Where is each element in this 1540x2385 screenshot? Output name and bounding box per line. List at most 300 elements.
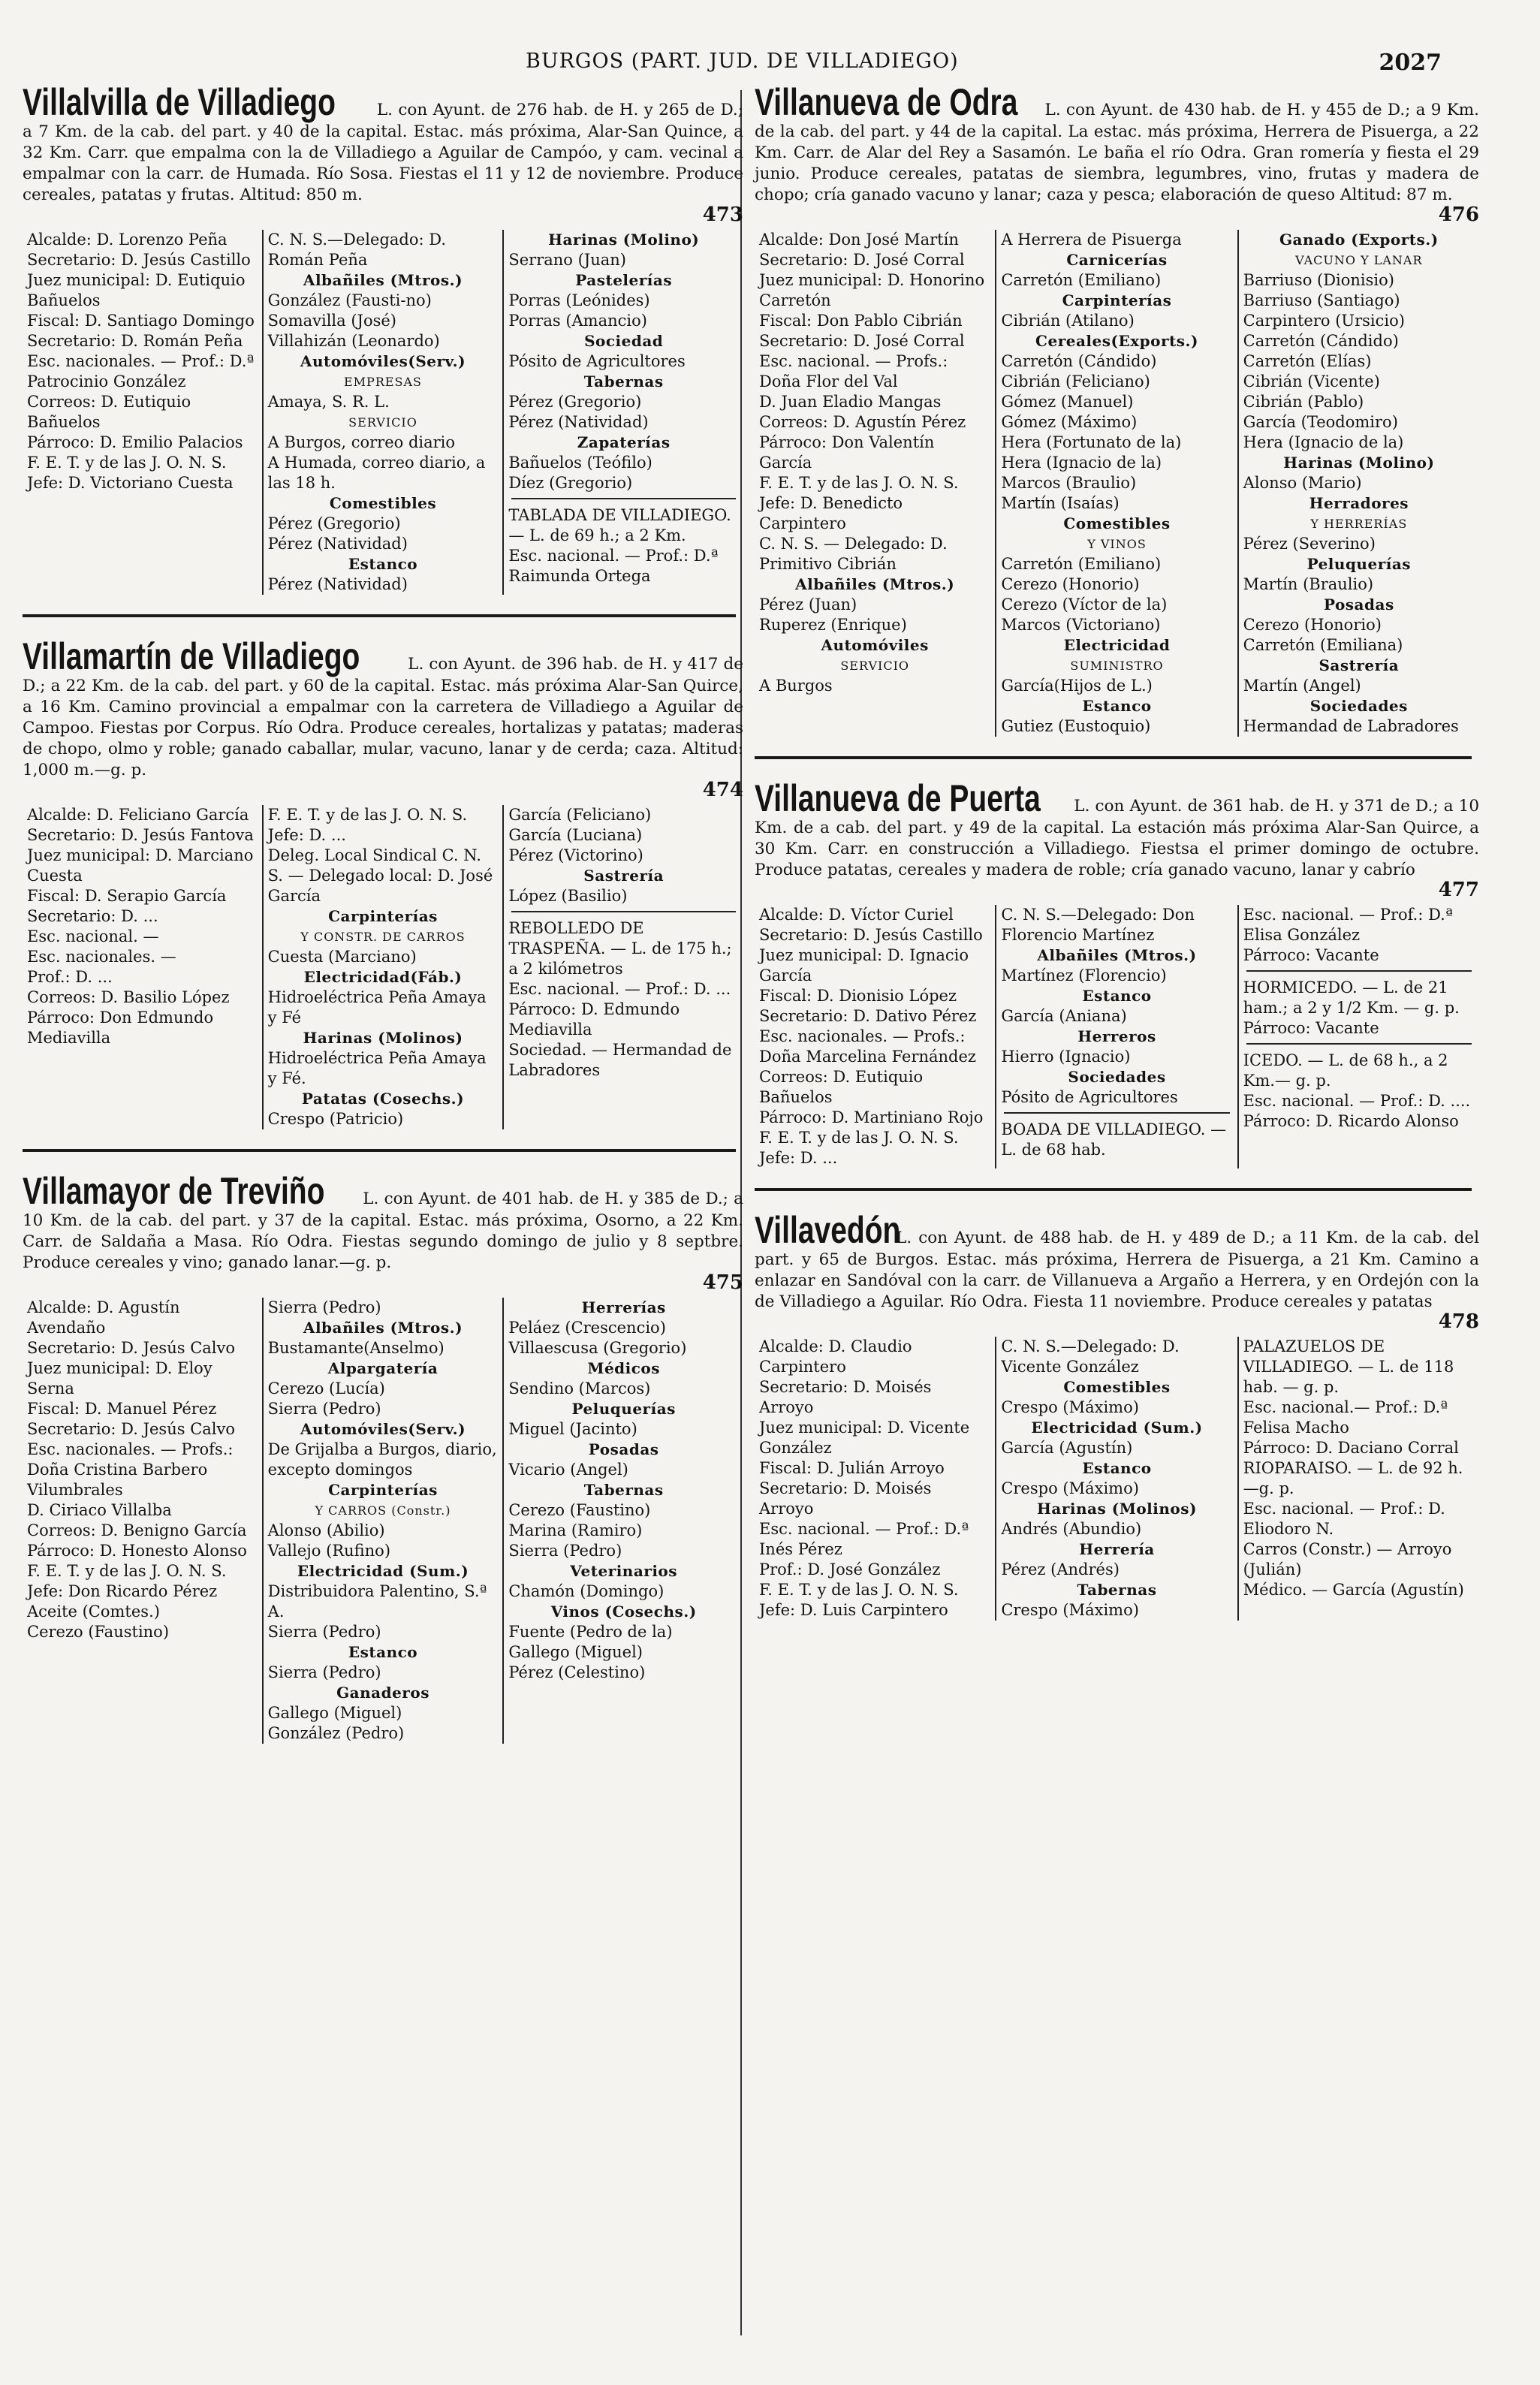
town-description xyxy=(23,1171,743,1274)
town-details: L. con Ayunt. de 276 hab. de H. y 265 de D.; a 7 Km. de la cab. del part. y 40 de la capital. Estac. más próxima, Alar-San Quince, a 32 Km. Carr. que empalma con la de Villadiego a Aguilar de Campóo, y cam. vecinal a empalmar con la carr. de Humada. Río Sosa. Fiestas el 11 y 12 de noviembre. Produce cereales, patatas y frutas. Altitud: 850 m. xyxy=(23,101,743,204)
listing-grid xyxy=(23,230,743,595)
town-name: Villamartín de Villadiego xyxy=(23,635,360,677)
listing-item: Gómez (Manuel) xyxy=(1001,393,1134,411)
listing-item: TABLADA DE VILLADIEGO. — L. de 69 h.; a 2 Km. xyxy=(508,506,731,544)
listing-item: Somavilla (José) xyxy=(267,312,396,330)
listing-grid xyxy=(23,1298,743,1744)
listing-item: Pérez (Gregorio) xyxy=(267,514,401,532)
listing-item: Carretón (Emiliana) xyxy=(1243,636,1403,654)
listing-item: F. E. T. y de las J. O. N. S. xyxy=(27,454,227,472)
category-heading: Comestibles xyxy=(1063,514,1171,532)
category-heading: Posadas xyxy=(1323,595,1394,614)
listing-item: Párroco: Vacante xyxy=(1243,946,1379,964)
category-heading: Herradores xyxy=(1309,494,1409,512)
entry-separator xyxy=(755,1188,1472,1191)
listing-item: Porras (Leónides) xyxy=(508,291,650,309)
category-heading: Carpinterías xyxy=(328,1481,438,1499)
subcategory-label: Y VINOS xyxy=(1087,537,1147,551)
listing-item: Fiscal: D. Julián Arroyo xyxy=(759,1459,945,1477)
listing-item: Alonso (Mario) xyxy=(1243,474,1362,492)
listing-item: Bañuelos (Teófilo) xyxy=(508,454,652,472)
section-rule xyxy=(1246,1043,1472,1045)
entry-number: 473 xyxy=(702,204,743,226)
listing-item: Ruperez (Enrique) xyxy=(759,616,907,634)
category-heading: Harinas (Molinos) xyxy=(1037,1500,1197,1518)
listing-item: Fiscal: D. Dionisio López xyxy=(759,987,957,1005)
category-heading: Albañiles (Mtros.) xyxy=(1037,946,1197,964)
subcategory-label: SUMINISTRO xyxy=(1070,659,1164,673)
subcategory-label: Y HERRERÍAS xyxy=(1310,517,1408,531)
listing-item: D. Juan Eladio Mangas xyxy=(759,393,942,411)
listing-item: Secretario: D. Jesús Castillo xyxy=(27,251,251,269)
category-heading: Patatas (Cosechs.) xyxy=(301,1090,465,1108)
listing-item: De Grijalba a Burgos, diario, excepto domingos xyxy=(267,1440,497,1479)
listing-item: F. E. T. y de las J. O. N. S. xyxy=(267,806,468,824)
listing-item: Gallego (Miguel) xyxy=(508,1643,643,1661)
subcategory-label: Y CARROS (Constr.) xyxy=(315,1503,451,1518)
listing-item: Correos: D. Basilio López xyxy=(27,988,230,1006)
listing-item: Párroco: D. Martiniano Rojo xyxy=(759,1108,984,1126)
entry-separator xyxy=(23,1149,736,1152)
listing-item: Esc. nacionales. — Prof.: D.ª Patrocinio González xyxy=(27,352,255,390)
subcategory-label: SERVICIO xyxy=(348,415,417,430)
entry-number: 477 xyxy=(1438,879,1479,901)
category-heading: Harinas (Molino) xyxy=(548,231,700,249)
listing-item: García (Agustín) xyxy=(1001,1439,1133,1457)
subcategory-label: SERVICIO xyxy=(840,659,909,673)
listing-item: Jefe: D. ... xyxy=(267,826,346,844)
listing-item: Secretario: D. Jesús Calvo xyxy=(27,1339,235,1357)
listing-item: C. N. S.—Delegado: D. Vicente González xyxy=(1001,1337,1180,1376)
listing-item: Secretario: D. Moisés Arroyo xyxy=(759,1378,932,1416)
listing-item: F. E. T. y de las J. O. N. S. xyxy=(27,1562,227,1580)
listing-grid xyxy=(755,230,1479,737)
listing-item: Deleg. Local Sindical C. N. S. — Delegado local: D. José García xyxy=(267,846,493,905)
listing-column xyxy=(23,230,262,595)
listing-item: Esc. nacionales. — Profs.: Doña Cristina Barbero xyxy=(27,1440,234,1479)
listing-item: Prof.: D. ... xyxy=(27,968,113,986)
category-heading: Electricidad(Fáb.) xyxy=(303,968,463,986)
town-description xyxy=(755,83,1479,206)
listing-item: Esc. nacional. — Profs.: Doña Flor del Val xyxy=(759,352,948,390)
listing-item: Pérez (Gregorio) xyxy=(508,393,642,411)
listing-item: Martín (Braulio) xyxy=(1243,575,1374,593)
listing-item: Martín (Isaías) xyxy=(1001,494,1120,512)
listing-item: Pérez (Andrés) xyxy=(1001,1560,1120,1578)
category-heading: Comestibles xyxy=(1063,1378,1171,1396)
listing-item: Cerezo (Honorio) xyxy=(1243,616,1382,634)
listing-item: Cerezo (Lucía) xyxy=(267,1379,385,1398)
category-heading: Sociedades xyxy=(1068,1068,1166,1086)
category-heading: Automóviles(Serv.) xyxy=(300,352,466,370)
listing-item: Secretario: D. ... xyxy=(27,907,158,925)
town-description xyxy=(755,779,1479,881)
category-heading: Estanco xyxy=(1082,1459,1152,1477)
listing-item: Barriuso (Dionisio) xyxy=(1243,271,1394,289)
listing-item: Secretario: D. Moisés Arroyo xyxy=(759,1479,932,1518)
category-heading: Carnicerías xyxy=(1066,251,1168,269)
category-heading: Harinas (Molino) xyxy=(1283,454,1435,472)
listing-item: Serrano (Juan) xyxy=(508,251,626,269)
listing-item: C. N. S. — Delegado: D. Primitivo Cibrián xyxy=(759,535,948,573)
listing-item: Andrés (Abundio) xyxy=(1001,1520,1142,1538)
listing-column xyxy=(262,1298,503,1744)
listing-item: ICEDO. — L. de 68 h., a 2 Km.— g. p. xyxy=(1243,1051,1448,1090)
listing-item: Pérez (Juan) xyxy=(759,595,857,614)
town-details: L. con Ayunt. de 401 hab. de H. y 385 de D.; a 10 Km. de la cab. del part. y 37 de la capital. Estac. más próxima, Osorno, a 22 Km. Carr. de Saldaña a Masa. Río Odra. Fiestas segundo domingo de julio y 8 septbre. Produce cereales y vino; ganado lanar.—g. p. xyxy=(23,1189,743,1272)
category-heading: Electricidad (Sum.) xyxy=(1031,1419,1203,1437)
category-heading: Electricidad (Sum.) xyxy=(297,1562,469,1580)
listing-column xyxy=(995,905,1237,1168)
town-description xyxy=(755,1211,1479,1313)
listing-item: García (Luciana) xyxy=(508,826,643,844)
listing-item: A Herrera de Pisuerga xyxy=(1001,231,1182,249)
listing-item: Secretario: D. Jesús Castillo xyxy=(759,926,983,944)
category-heading: Ganado (Exports.) xyxy=(1279,231,1439,249)
town-name: Villavedón xyxy=(755,1209,901,1251)
listing-item: A Burgos, correo diario xyxy=(267,433,456,451)
category-heading: Sastrería xyxy=(1318,656,1400,674)
listing-item: García (Teodomiro) xyxy=(1243,413,1398,431)
listing-item: Crespo (Patricio) xyxy=(267,1110,404,1128)
listing-item: Jefe: Don Ricardo Pérez xyxy=(27,1582,218,1600)
listing-item: Sendino (Marcos) xyxy=(508,1379,651,1398)
entry-number: 474 xyxy=(702,779,743,801)
listing-item: Esc. nacional. — Prof.: D. ... xyxy=(508,980,731,998)
listing-column xyxy=(995,230,1237,737)
listing-item: Alcalde: D. Claudio Carpintero xyxy=(759,1337,912,1376)
entry-number: 478 xyxy=(1438,1310,1479,1333)
listing-item: Fiscal: D. Manuel Pérez xyxy=(27,1400,217,1418)
listing-item: Esc. nacionales. — Profs.: Doña Marcelina Fernández xyxy=(759,1027,976,1066)
listing-column xyxy=(995,1337,1237,1621)
listing-item: Gallego (Miguel) xyxy=(267,1704,402,1722)
listing-item: Fiscal: Don Pablo Cibrián xyxy=(759,312,963,330)
category-heading: Estanco xyxy=(1082,987,1152,1005)
listing-item: Hidroeléctrica Peña Amaya y Fé. xyxy=(267,1049,487,1087)
section-rule xyxy=(511,911,736,912)
listing-item: Pérez (Celestino) xyxy=(508,1663,646,1681)
listing-item: F. E. T. y de las J. O. N. S. xyxy=(759,474,959,492)
category-heading: Tabernas xyxy=(1077,1581,1157,1599)
listing-item: Sierra (Pedro) xyxy=(267,1623,381,1641)
listing-item: García (Feliciano) xyxy=(508,806,652,824)
town-name: Villalvilla de Villadiego xyxy=(23,81,336,123)
listing-item: Cibrián (Atilano) xyxy=(1001,312,1135,330)
listing-item: Pérez (Natividad) xyxy=(267,575,408,593)
listing-grid xyxy=(755,1337,1479,1621)
listing-item: Carros (Constr.) — Arroyo (Julián) xyxy=(1243,1540,1452,1578)
listing-item: Secretario: D. José Corral xyxy=(759,251,965,269)
category-heading: Herreros xyxy=(1077,1027,1156,1045)
page-number: 2027 xyxy=(1379,50,1442,76)
category-heading: Vinos (Cosechs.) xyxy=(550,1603,697,1621)
listing-item: Alcalde: Don José Martín xyxy=(759,231,959,249)
category-heading: Peluquerías xyxy=(571,1400,676,1418)
running-header xyxy=(30,50,1442,80)
listing-column xyxy=(262,805,503,1129)
listing-item: Alonso (Abilio) xyxy=(267,1521,385,1539)
listing-item: Esc. nacional. — xyxy=(27,927,159,945)
listing-item: Fiscal: D. Serapio García xyxy=(27,887,227,905)
category-heading: Carpinterías xyxy=(1062,291,1172,309)
town-details: L. con Ayunt. de 430 hab. de H. y 455 de D.; a 9 Km. de la cab. del part. y 44 de la capital. La estac. más próxima, Herrera de Pisuerga, a 22 Km. Carr. de Alar del Rey a Sasamón. Le baña el río Odra. Gran romería y fiesta el 29 junio. Produce cereales, patatas de siembra, legumbres, vino, frutas y madera de chopo; cría ganado vacuno y lanar; caza y pesca; elaboración de queso Altitud: 87 m. xyxy=(755,101,1479,204)
listing-item: Secretario: D. Román Peña xyxy=(27,332,243,350)
listing-item: REBOLLEDO DE TRASPEÑA. — L. de 175 h.; a 2 kilómetros xyxy=(508,919,732,978)
listing-item: González (Fausti-no) xyxy=(267,291,432,309)
category-heading: Cereales(Exports.) xyxy=(1035,332,1198,350)
listing-item: Sierra (Pedro) xyxy=(508,1542,622,1560)
listing-item: Jefe: D. Victoriano Cuesta xyxy=(27,474,234,492)
listing-column xyxy=(502,1298,743,1744)
listing-item: Fuente (Pedro de la) xyxy=(508,1623,673,1641)
listing-item: Secretario: D. José Corral xyxy=(759,332,965,350)
listing-item: Esc. nacional.— Prof.: D.ª Felisa Macho xyxy=(1243,1398,1448,1437)
listing-item: Esc. nacional. — Prof.: D. Eliodoro N. xyxy=(1243,1500,1445,1538)
listing-item: Juez municipal: D. Eutiquio Bañuelos xyxy=(27,271,246,309)
subcategory-label: VACUNO Y LANAR xyxy=(1295,253,1423,267)
town-name: Villanueva de Odra xyxy=(755,81,1018,123)
listing-item: Cerezo (Faustino) xyxy=(508,1501,651,1519)
town-details: L. con Ayunt. de 361 hab. de H. y 371 de D.; a 10 Km. de a cab. del part. y 49 de la capital. La estación más próxima Alar-San Quirce, a 30 Km. Carr. en construcción a Villadiego. Fiestsa el primer domingo de octubre. Produce patatas, cereales y madera de roble; cría ganado vacuno, lanar y cabrío xyxy=(755,797,1479,879)
listing-item: RIOPARAISO. — L. de 92 h.—g. p. xyxy=(1243,1459,1463,1497)
listing-item: García(Hijos de L.) xyxy=(1001,677,1153,695)
listing-column xyxy=(262,230,503,595)
listing-item: C. N. S.—Delegado: Don Florencio Martínez xyxy=(1001,906,1195,944)
listing-item: Jefe: D. ... xyxy=(759,1149,838,1167)
listing-grid xyxy=(23,805,743,1129)
town-description xyxy=(23,637,743,781)
listing-column xyxy=(755,905,995,1168)
listing-item: Párroco: D. Daciano Corral xyxy=(1243,1439,1459,1457)
town-details: L. con Ayunt. de 488 hab. de H. y 489 de D.; a 11 Km. de la cab. del part. y 65 de Burgos. Estac. más próxima, Herrera de Pisuerga, a 21 Km. Camino a enlazar en Sandóval con la carr. de Villanueva a Argaño a Herrera, y en Ordejón con la de Villadiego a Aguilar. Río Odra. Fiesta 11 noviembre. Produce cereales y patatas xyxy=(755,1229,1479,1311)
listing-item: Juez municipal: D. Vicente González xyxy=(759,1419,970,1457)
listing-item: Díez (Gregorio) xyxy=(508,474,633,492)
town-details: L. con Ayunt. de 396 hab. de H. y 417 de D.; a 22 Km. de la cab. del part. y 60 de la capital. Estac. más próxima Alar-San Quirce, a 16 Km. Camino provincial a empalmar con la carretera de Villadiego a Aguilar de Campoo. Fiestas por Corpus. Río Odra. Produce cereales, hortalizas y patatas; maderas de chopo, olmo y roble; ganado caballar, mular, vacuno, lanar y de cerda; caza. Altitud: 1,000 m.—g. p. xyxy=(23,655,743,779)
listing-item: Párroco: Don Edmundo Mediavilla xyxy=(27,1009,214,1047)
listing-item: Carpintero (Ursicio) xyxy=(1243,312,1405,330)
listing-item: A Humada, correo diario, a las 18 h. xyxy=(267,454,486,492)
listing-item: Aceite (Comtes.) xyxy=(27,1603,160,1621)
listing-item: Esc. nacionales. — xyxy=(27,948,176,966)
town-entry xyxy=(23,83,743,595)
category-heading: Albañiles (Mtros.) xyxy=(303,1319,463,1337)
listing-item: Amaya, S. R. L. xyxy=(267,393,390,411)
listing-column xyxy=(755,230,995,737)
listing-item: López (Basilio) xyxy=(508,887,628,905)
listing-item: Crespo (Máximo) xyxy=(1001,1398,1139,1416)
listing-item: Juez municipal: D. Honorino Carretón xyxy=(759,271,985,309)
listing-item: Correos: D. Benigno García xyxy=(27,1521,247,1539)
town-entry xyxy=(755,83,1479,737)
category-heading: Alpargatería xyxy=(327,1359,438,1377)
listing-item: Párroco: D. Emilio Palacios xyxy=(27,433,243,451)
listing-item: González (Pedro) xyxy=(267,1724,405,1742)
category-heading: Tabernas xyxy=(583,372,664,390)
listing-column xyxy=(1237,905,1479,1168)
listing-item: Gutiez (Eustoquio) xyxy=(1001,717,1151,735)
listing-item: Párroco: D. Edmundo Mediavilla xyxy=(508,1000,680,1039)
listing-item: Esc. nacional. — Prof.: D. .... xyxy=(1243,1092,1471,1110)
listing-grid xyxy=(755,905,1479,1168)
listing-item: Alcalde: D. Agustín Avendaño xyxy=(27,1298,180,1337)
listing-item: Sierra (Pedro) xyxy=(267,1298,381,1316)
listing-item: C. N. S.—Delegado: D. Román Peña xyxy=(267,231,447,269)
category-heading: Médicos xyxy=(587,1359,661,1377)
listing-item: PALAZUELOS DE VILLADIEGO. — L. de 118 hab. — g. p. xyxy=(1243,1337,1454,1396)
town-entry xyxy=(755,779,1479,1168)
category-heading: Sastrería xyxy=(583,867,665,885)
listing-item: Gómez (Máximo) xyxy=(1001,413,1138,431)
section-rule xyxy=(511,498,736,499)
listing-item: Hera (Ignacio de la) xyxy=(1243,433,1404,451)
category-heading: Automóviles xyxy=(821,636,929,654)
listing-item: Correos: D. Eutiquio Bañuelos xyxy=(759,1068,924,1106)
town-entry xyxy=(755,1211,1479,1621)
listing-item: Marcos (Victoriano) xyxy=(1001,616,1161,634)
section-rule xyxy=(1246,970,1472,972)
listing-column xyxy=(1237,1337,1479,1621)
listing-item: Peláez (Crescencio) xyxy=(508,1319,666,1337)
listing-item: Alcalde: D. Feliciano García xyxy=(27,806,249,824)
listing-item: Marcos (Braulio) xyxy=(1001,474,1137,492)
listing-item: Marina (Ramiro) xyxy=(508,1521,643,1539)
listing-item: Jefe: D. Benedicto Carpintero xyxy=(759,494,903,532)
category-heading: Comestibles xyxy=(329,494,437,512)
listing-item: Sierra (Pedro) xyxy=(267,1663,381,1681)
listing-item: Bustamante(Anselmo) xyxy=(267,1339,445,1357)
listing-item: Pósito de Agricultores xyxy=(1001,1088,1178,1106)
listing-item: Secretario: D. Jesús Fantova xyxy=(27,826,254,844)
listing-item: Cibrián (Feliciano) xyxy=(1001,372,1150,390)
listing-item: Pérez (Natividad) xyxy=(508,413,649,431)
category-heading: Zapaterías xyxy=(577,433,671,451)
listing-item: Secretario: D. Jesús Calvo xyxy=(27,1420,235,1438)
listing-item: Pérez (Severino) xyxy=(1243,535,1376,553)
listing-item: Fiscal: D. Santiago Domingo xyxy=(27,312,255,330)
listing-item: HORMICEDO. — L. de 21 ham.; a 2 y 1/2 Km. — g. p. xyxy=(1243,978,1460,1017)
category-heading: Harinas (Molinos) xyxy=(303,1029,463,1047)
listing-column xyxy=(755,1337,995,1621)
listing-item: Chamón (Domingo) xyxy=(508,1582,665,1600)
listing-item: Juez municipal: D. Marciano Cuesta xyxy=(27,846,254,885)
listing-item: Villaescusa (Gregorio) xyxy=(508,1339,687,1357)
listing-item: Pósito de Agricultores xyxy=(508,352,686,370)
listing-item: Párroco: D. Honesto Alonso xyxy=(27,1542,247,1560)
listing-item: Párroco: Don Valentín García xyxy=(759,433,935,472)
listing-item: BOADA DE VILLADIEGO. — L. de 68 hab. xyxy=(1001,1120,1227,1159)
listing-item: Párroco: D. Ricardo Alonso xyxy=(1243,1112,1459,1130)
listing-item: Hera (Ignacio de la) xyxy=(1001,454,1162,472)
listing-item: Pérez (Natividad) xyxy=(267,535,408,553)
category-heading: Tabernas xyxy=(583,1481,664,1499)
listing-column xyxy=(23,1298,262,1744)
entry-number: 476 xyxy=(1438,204,1479,226)
listing-column xyxy=(502,230,743,595)
category-heading: Estanco xyxy=(348,555,418,573)
subcategory-label: EMPRESAS xyxy=(343,375,423,389)
category-heading: Peluquerías xyxy=(1306,555,1412,573)
category-heading: Automóviles(Serv.) xyxy=(300,1420,466,1438)
listing-item: Secretario: D. Dativo Pérez xyxy=(759,1007,977,1025)
listing-item: Martínez (Florencio) xyxy=(1001,966,1167,984)
listing-item: Distribuidora Palentino, S.ª A. xyxy=(267,1582,487,1621)
category-heading: Herrerías xyxy=(581,1298,666,1316)
listing-item: Correos: D. Agustín Pérez xyxy=(759,413,966,431)
listing-item: Cerezo (Faustino) xyxy=(27,1623,170,1641)
listing-item: Crespo (Máximo) xyxy=(1001,1601,1139,1619)
listing-item: Sierra (Pedro) xyxy=(267,1400,381,1418)
listing-item: Miguel (Jacinto) xyxy=(508,1420,637,1438)
listing-item: Cibrián (Vicente) xyxy=(1243,372,1380,390)
category-heading: Veterinarios xyxy=(570,1562,678,1580)
listing-item: Prof.: D. José González xyxy=(759,1560,941,1578)
listing-column xyxy=(23,805,262,1129)
category-heading: Albañiles (Mtros.) xyxy=(303,271,463,289)
entry-number: 475 xyxy=(702,1271,743,1294)
subcategory-label: Y CONSTR. DE CARROS xyxy=(300,930,466,944)
listing-item: Cerezo (Víctor de la) xyxy=(1001,595,1168,614)
listing-item: D. Ciriaco Villalba xyxy=(27,1501,172,1519)
listing-column xyxy=(502,805,743,1129)
right-column xyxy=(755,83,1479,1640)
listing-item: Cuesta (Marciano) xyxy=(267,948,417,966)
listing-item: Carretón (Elías) xyxy=(1243,352,1372,370)
listing-item: Crespo (Máximo) xyxy=(1001,1479,1139,1497)
category-heading: Carpinterías xyxy=(328,907,438,925)
listing-item: Médico. — García (Agustín) xyxy=(1243,1581,1464,1599)
listing-item: A Burgos xyxy=(759,677,833,695)
listing-item: Carretón (Emiliano) xyxy=(1001,555,1162,573)
town-name: Villamayor de Treviño xyxy=(23,1170,325,1212)
listing-item: Correos: D. Eutiquio Bañuelos xyxy=(27,393,191,431)
listing-item: Vicario (Angel) xyxy=(508,1461,628,1479)
entry-separator xyxy=(23,614,736,617)
entry-separator xyxy=(755,756,1472,759)
listing-item: García (Aniana) xyxy=(1001,1007,1127,1025)
listing-item: Esc. nacional. — Prof.: D.ª Inés Pérez xyxy=(759,1520,969,1558)
listing-item: Carretón (Emiliano) xyxy=(1001,271,1162,289)
listing-item: Hierro (Ignacio) xyxy=(1001,1048,1131,1066)
listing-item: Sociedad. — Hermandad de Labradores xyxy=(508,1041,732,1079)
listing-column xyxy=(1237,230,1479,737)
town-entry xyxy=(23,637,743,1129)
section-rule xyxy=(1004,1112,1229,1114)
category-heading: Posadas xyxy=(588,1440,659,1458)
category-heading: Estanco xyxy=(1082,697,1152,715)
header-title: BURGOS (PART. JUD. DE VILLADIEGO) xyxy=(526,50,959,73)
listing-item: Hera (Fortunato de la) xyxy=(1001,433,1182,451)
category-heading: Sociedades xyxy=(1309,697,1408,715)
category-heading: Albañiles (Mtros.) xyxy=(795,575,955,593)
listing-item: Carretón (Cándido) xyxy=(1001,352,1157,370)
listing-item: Carretón (Cándido) xyxy=(1243,332,1399,350)
category-heading: Ganaderos xyxy=(336,1684,429,1702)
town-entry xyxy=(23,1171,743,1744)
listing-item: Hidroeléctrica Peña Amaya y Fé xyxy=(267,988,487,1027)
left-column xyxy=(23,83,743,1763)
listing-item: Esc. nacional. — Prof.: D.ª Elisa González xyxy=(1243,906,1453,944)
listing-item: Vallejo (Rufino) xyxy=(267,1542,391,1560)
category-heading: Pastelerías xyxy=(575,271,673,289)
listing-item: Martín (Angel) xyxy=(1243,677,1361,695)
listing-item: Villahizán (Leonardo) xyxy=(267,332,440,350)
listing-item: Hermandad de Labradores xyxy=(1243,717,1459,735)
category-heading: Herrería xyxy=(1079,1540,1155,1558)
listing-item: Vilumbrales xyxy=(27,1481,123,1499)
category-heading: Estanco xyxy=(348,1643,418,1661)
listing-item: Juez municipal: D. Eloy Serna xyxy=(27,1359,212,1398)
